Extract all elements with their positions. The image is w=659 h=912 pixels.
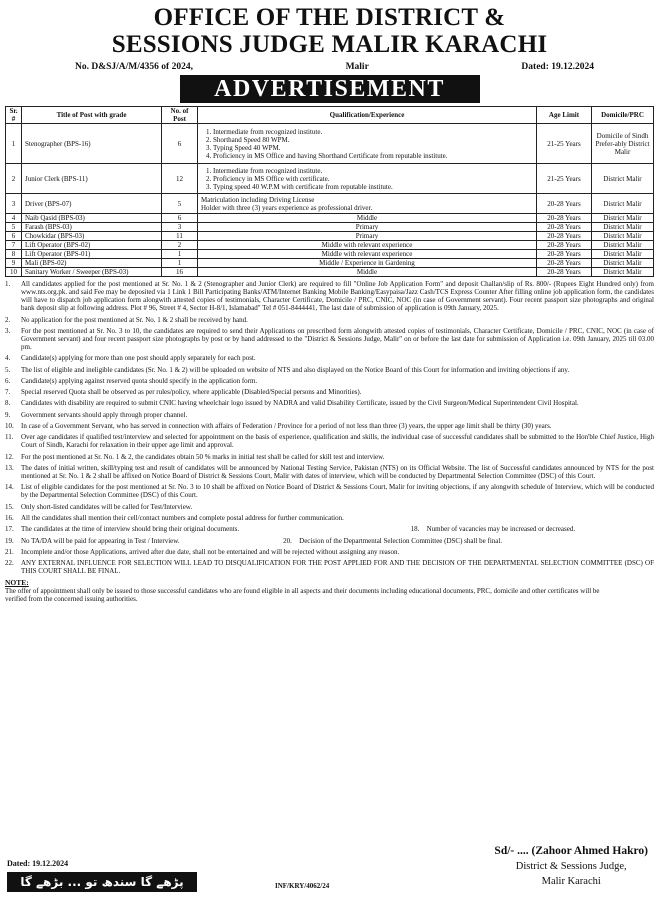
advertisement-heading: ADVERTISEMENT xyxy=(180,75,480,103)
cell-title: Mali (BPS-02) xyxy=(22,259,162,268)
header-title: Title of Post with grade xyxy=(22,107,162,124)
condition-item xyxy=(5,433,654,449)
condition-text: The list of eligible and ineligible candidates (Sr. No. 1 & 2) will be uploaded on website of NTS and also displayed on the Notice Board of this Court for information and inviting objections if any. xyxy=(21,365,570,374)
condition-item xyxy=(5,503,654,511)
place: Malir xyxy=(345,62,369,72)
condition-item xyxy=(5,411,654,419)
cell-sr: 4 xyxy=(6,214,22,223)
condition-number: 16. xyxy=(5,513,14,522)
table-row xyxy=(6,194,654,214)
cell-domicile: District Malir xyxy=(592,250,654,259)
condition-item xyxy=(5,453,654,461)
reference-number: No. D&SJ/A/M/4356 of 2024, xyxy=(75,62,193,72)
cell-domicile: District Malir xyxy=(592,223,654,232)
footer-date: Dated: 19.12.2024 xyxy=(7,859,69,868)
cell-sr: 9 xyxy=(6,259,22,268)
cell-title: Driver (BPS-07) xyxy=(22,194,162,214)
condition-item xyxy=(5,377,654,385)
condition-text: In case of a Government Servant, who has served in connection with affairs of Federation / Province for a period of not less than three (3) years, the upper age limit shall be thirty (30) years. xyxy=(21,422,552,430)
table-row xyxy=(6,164,654,194)
table-row xyxy=(6,268,654,277)
cell-sr: 7 xyxy=(6,241,22,250)
cell-posts: 3 xyxy=(162,223,198,232)
office-title-line2: SESSIONS JUDGE MALIR KARACHI xyxy=(111,31,548,58)
condition-item xyxy=(5,548,654,556)
condition-item xyxy=(5,514,654,522)
table-row xyxy=(6,124,654,164)
conditions-list xyxy=(5,280,654,575)
condition-number: 21. xyxy=(5,547,14,556)
header-sr: Sr. # xyxy=(6,107,22,124)
condition-number: 4. xyxy=(5,354,11,363)
cell-posts: 1 xyxy=(162,250,198,259)
office-title-line1: OFFICE OF THE DISTRICT & xyxy=(153,4,506,31)
cell-domicile: District Malir xyxy=(592,214,654,223)
cell-qualification: Middle with relevant experience xyxy=(198,250,537,259)
header-age: Age Limit xyxy=(537,107,592,124)
condition-text: ANY EXTERNAL INFLUENCE FOR SELECTION WILL LEAD TO DISQUALIFICATION FOR THE POST APPLIED FOR AND THE DECISION OF THE DEPARTMENTAL SELECTION COMMITTEE (DSC) OF THIS COURT SHALL BE FINAL. xyxy=(21,559,654,576)
cell-posts: 1 xyxy=(162,259,198,268)
condition-number: 9. xyxy=(5,410,11,419)
qualification-item: 3. Typing Speed 40 WPM. xyxy=(213,144,533,152)
table-row xyxy=(6,232,654,241)
cell-posts: 6 xyxy=(162,214,198,223)
condition-number: 2. xyxy=(5,315,11,324)
condition-text: Incomplete and/or those Applications, arrived after due date, shall not be entertained and will be rejected without assigning any reason. xyxy=(21,547,400,556)
cell-domicile: District Malir xyxy=(592,259,654,268)
condition-text: Candidate(s) applying against reserved quota should specify in the application form. xyxy=(21,376,258,385)
cell-title: Sanitary Worker / Sweeper (BPS-03) xyxy=(22,268,162,277)
condition-item xyxy=(5,525,411,533)
cell-age: 20-28 Years xyxy=(537,214,592,223)
reference-line xyxy=(5,62,654,72)
qualification-item: 2. Proficiency in MS Office with certificate. xyxy=(213,175,533,183)
cell-qualification xyxy=(198,194,537,214)
condition-text: The candidates at the time of interview should bring their original documents. xyxy=(21,525,240,534)
condition-pair xyxy=(5,525,654,536)
condition-number: 22. xyxy=(5,559,14,568)
header-qualification: Qualification/Experience xyxy=(198,107,537,124)
condition-text: No TA/DA will be paid for appearing in Test / Interview. xyxy=(21,536,180,545)
condition-item xyxy=(283,537,654,545)
header-domicile: Domicile/PRC xyxy=(592,107,654,124)
cell-title: Junior Clerk (BPS-11) xyxy=(22,164,162,194)
condition-text: Number of vacancies may be increased or decreased. xyxy=(426,525,576,534)
condition-text: Government servants should apply through proper channel. xyxy=(21,410,188,419)
qualification-item: 2. Shorthand Speed 80 WPM. xyxy=(213,136,533,144)
cell-sr: 1 xyxy=(6,124,22,164)
condition-text: Decision of the Departmental Selection Committee (DSC) shall be final. xyxy=(299,536,503,545)
cell-title: Naib Qasid (BPS-03) xyxy=(22,214,162,223)
condition-text: For the post mentioned at Sr. No. 1 & 2, the candidates obtain 50 % marks in initial test shall be called for skill test and interview. xyxy=(21,452,385,461)
condition-number: 20. xyxy=(283,536,292,545)
cell-domicile: District Malir xyxy=(592,232,654,241)
cell-age: 20-28 Years xyxy=(537,241,592,250)
cell-qualification: Primary xyxy=(198,232,537,241)
cell-age: 20-28 Years xyxy=(537,259,592,268)
table-row xyxy=(6,241,654,250)
cell-qualification: Middle with relevant experience xyxy=(198,241,537,250)
condition-text: List of eligible candidates for the post mentioned at Sr. No. 3 to 10 shall be affixed on Notice Board of District & Sessions Court, Malir for inviting objections, if any alongwith schedule of Interview, which will be conducted by the Departmental Selection Committee (DSC) of this Court. xyxy=(21,483,654,500)
cell-sr: 3 xyxy=(6,194,22,214)
cell-posts: 11 xyxy=(162,232,198,241)
cell-qualification xyxy=(198,164,537,194)
cell-posts: 2 xyxy=(162,241,198,250)
condition-number: 19. xyxy=(5,536,14,545)
cell-qualification: Middle xyxy=(198,214,537,223)
cell-sr: 6 xyxy=(6,232,22,241)
table-row xyxy=(6,250,654,259)
condition-item xyxy=(5,537,283,545)
cell-sr: 10 xyxy=(6,268,22,277)
inf-number: INF/KRY/4062/24 xyxy=(275,882,330,890)
condition-pair xyxy=(5,537,654,548)
designation-line2: Malir Karachi xyxy=(541,876,601,887)
condition-text: All the candidates shall mention their cell/contact numbers and complete postal address for further communication. xyxy=(21,513,344,522)
cell-title: Lift Operator (BPS-02) xyxy=(22,241,162,250)
cell-qualification xyxy=(198,124,537,164)
cell-age: 21-25 Years xyxy=(537,164,592,194)
cell-domicile: District Malir xyxy=(592,241,654,250)
cell-age: 20-28 Years xyxy=(537,232,592,241)
cell-age: 20-28 Years xyxy=(537,223,592,232)
condition-number: 13. xyxy=(5,463,14,472)
cell-title: Stenographer (BPS-16) xyxy=(22,124,162,164)
condition-text: For the post mentioned at Sr. No. 3 to 10, the candidates are required to send their Applications on prescribed form alongwith attested copies of testimonials, Character Certificate, Domicile / PRC, CNIC, NOC (in case of Government servant) and four recent passport size photographs by post or by hand addressed to the "District & Sessions Judge, Malir" on or before the last date for submission of Application i.e. 09th January, 2025 till 03.00 pm. xyxy=(21,326,654,352)
condition-text: No application for the post mentioned at Sr. No. 1 & 2 shall be received by hand. xyxy=(21,315,248,324)
condition-text: Special reserved Quota shall be observed as per rules/policy, where applicable (Disabled/Special persons and Minorities). xyxy=(21,388,362,397)
sindh-slogan-banner: پڑھے گا سندھ تو ... بڑھے گا سندھ xyxy=(7,872,197,892)
table-row xyxy=(6,223,654,232)
cell-sr: 8 xyxy=(6,250,22,259)
condition-text: All candidates applied for the post mentioned at Sr. No. 1 & 2 (Stenographer and Junior Clerk) are required to fill "Online Job Application Form" and deposit Challan/slip of Rs. 800/- (Rupees Eight Hundred only) from www.nts.org.pk. and said Fee may be deposited via 1 Link 1 Bill Participating Banks/ATM/Internet Banking Mobile Banking/Easypaisa/Jazz Cash/TCS Express Counter After filling online job application form, the candidates will have to dispatch job application form alongwith attested copies of testimonials, Character Certificate, Domicile / PRC, CNIC, NOC (in case of Government servant). Four recent passport size photographs and original bank deposit slip at following address. Plot # 96, Street # 4, Sector H-8/1, Islamabad" Tel # 051-8444441, The last date of submission of application is 09th January, 2025. xyxy=(21,280,654,313)
cell-domicile: District Malir xyxy=(592,194,654,214)
table-row xyxy=(6,214,654,223)
condition-item xyxy=(5,399,654,407)
qualification-line: Holder with three (3) years experience as professional driver. xyxy=(201,203,373,212)
condition-number: 3. xyxy=(5,326,11,335)
qualification-item: 3. Typing speed 40 W.P.M with certificate from reputable institute. xyxy=(213,183,533,191)
condition-text: Candidate(s) applying for more than one post should apply separately for each post. xyxy=(21,354,256,363)
condition-item xyxy=(5,559,654,575)
table-header-row xyxy=(6,107,654,124)
posts-table xyxy=(5,106,654,277)
condition-item xyxy=(5,422,654,430)
condition-number: 6. xyxy=(5,376,11,385)
cell-domicile: District Malir xyxy=(592,268,654,277)
cell-age: 20-28 Years xyxy=(537,194,592,214)
condition-item xyxy=(5,464,654,480)
cell-posts: 6 xyxy=(162,124,198,164)
cell-age: 20-28 Years xyxy=(537,250,592,259)
condition-item xyxy=(5,388,654,396)
condition-number: 14. xyxy=(5,483,14,492)
condition-item xyxy=(5,483,654,499)
condition-item xyxy=(5,280,654,312)
qualification-item: 4. Proficiency in MS Office and having Shorthand Certificate from reputable institute. xyxy=(213,152,533,160)
qualification-item: 1. Intermediate from recognized institute. xyxy=(213,167,533,175)
condition-item xyxy=(5,316,654,324)
cell-posts: 5 xyxy=(162,194,198,214)
condition-number: 18. xyxy=(410,525,420,534)
cell-title: Farash (BPS-03) xyxy=(22,223,162,232)
cell-domicile: Domicile of Sindh Prefer-ably District Malir xyxy=(592,124,654,164)
note-heading: NOTE: xyxy=(5,578,29,588)
condition-number: 12. xyxy=(5,452,14,461)
condition-number: 8. xyxy=(5,399,11,408)
cell-qualification: Primary xyxy=(198,223,537,232)
condition-text: Candidates with disability are required to submit CNIC having wheelchair logo issued by NADRA and valid Disability Certificate, issued by the Civil Surgeon/Medical Superintendent Civil Hospital. xyxy=(21,399,579,408)
condition-number: 1. xyxy=(5,280,11,288)
condition-item xyxy=(411,525,654,533)
cell-qualification: Middle / Experience in Gardening xyxy=(198,259,537,268)
header-posts: No. of Post xyxy=(162,107,198,124)
cell-title: Lift Operator (BPS-01) xyxy=(22,250,162,259)
cell-posts: 16 xyxy=(162,268,198,277)
note-text: The offer of appointment shall only be issued to those successful candidates who are found eligible in all aspects and their documents including educational documents, PRC, domicile and other certificates will be verified from the concerned issuing authorities. xyxy=(5,587,600,604)
qualification-line: Matriculation including Driving License xyxy=(201,195,315,204)
cell-sr: 2 xyxy=(6,164,22,194)
condition-number: 7. xyxy=(5,388,11,397)
condition-number: 5. xyxy=(5,365,11,374)
signature: Sd/- .... (Zahoor Ahmed Hakro) xyxy=(494,845,648,857)
condition-text: The dates of initial written, skill/typing test and result of candidates will be announced by National Testing Service, Pakistan (NTS) on its Official Website. The list of Successful candidates announced by NTS for the post mentioned at Sr. No. 1 & 2 shall be affixed on Notice Board of District & Sessions Court, Malir with dates of interview, which will be conducted by Departmental Selection Committee (DSC) of this Court. xyxy=(21,463,654,481)
cell-qualification: Middle xyxy=(198,268,537,277)
condition-text: Only short-listed candidates will be called for Test/Interview. xyxy=(21,502,193,511)
table-row xyxy=(6,259,654,268)
condition-number: 15. xyxy=(5,502,14,511)
condition-item xyxy=(5,354,654,362)
condition-number: 10. xyxy=(5,422,14,430)
cell-domicile: District Malir xyxy=(592,164,654,194)
advertisement-page xyxy=(5,4,654,909)
condition-item xyxy=(5,327,654,351)
cell-age: 21-25 Years xyxy=(537,124,592,164)
condition-text: Over age candidates if qualified test/interview and selected for appointment on the basis of experience, qualification and skills, the individual case of successful candidates shall be submitted to the Hon'ble Chief Justice, High Court of Sindh, Karachi for relaxation in their upper age limit and approval. xyxy=(21,433,654,450)
qualification-item: 1. Intermediate from recognized institute. xyxy=(213,128,533,136)
condition-item xyxy=(5,366,654,374)
designation-line1: District & Sessions Judge, xyxy=(515,861,627,872)
condition-number: 17. xyxy=(5,525,14,534)
cell-title: Chowkidar (BPS-03) xyxy=(22,232,162,241)
condition-number: 11. xyxy=(5,433,14,442)
cell-posts: 12 xyxy=(162,164,198,194)
cell-age: 20-28 Years xyxy=(537,268,592,277)
header-date: Dated: 19.12.2024 xyxy=(521,62,594,72)
cell-sr: 5 xyxy=(6,223,22,232)
signature-block xyxy=(494,844,648,889)
